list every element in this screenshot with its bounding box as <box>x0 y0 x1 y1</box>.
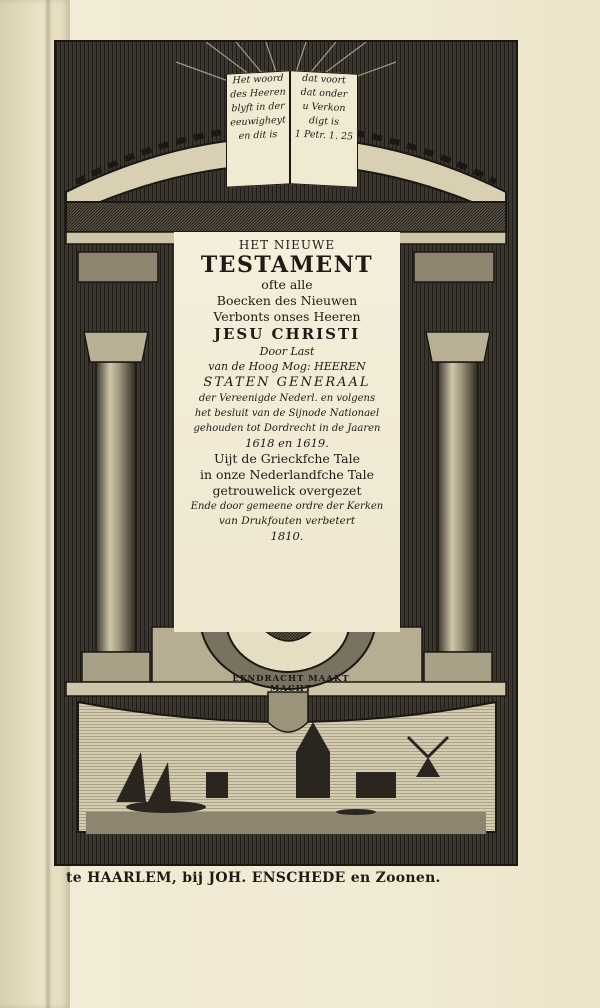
book-left-line: en dit is <box>238 128 278 143</box>
gutter-shadow <box>44 0 52 1008</box>
title-line: Ende door gemeene ordre der Kerken <box>190 501 384 512</box>
title-line: HET NIEUWE <box>238 238 336 252</box>
book-left-line: des Heeren <box>230 86 286 101</box>
book-right-line: digt is <box>309 115 339 128</box>
title-edition-year: 1810. <box>270 529 304 543</box>
title-line: van de Hoog Mog: HEEREN <box>208 360 366 373</box>
book-right-line: 1 Petr. 1. 25 <box>294 128 354 143</box>
book-left-line: blyft in der <box>231 100 285 115</box>
title-line: getrouwelick overgezet <box>212 483 362 498</box>
title-line: Boecken des Nieuwen <box>216 293 358 308</box>
title-line: ofte alle <box>261 277 313 292</box>
title-line: in onze Nederlandfche Tale <box>199 467 375 482</box>
arms-motto: EENDRACHT MAAKT MACHT <box>232 674 350 694</box>
title-years: 1618 en 1619. <box>245 436 329 450</box>
small-shield <box>268 692 308 732</box>
title-panel <box>174 232 400 632</box>
open-book-left-page <box>226 70 290 187</box>
book-right-line: dat onder <box>300 86 348 101</box>
title-main: TESTAMENT <box>200 252 374 278</box>
title-line: Uijt de Grieckfche Tale <box>214 451 360 466</box>
open-book-right-page <box>290 70 358 188</box>
title-line: het besluit van de Sijnode Nationael <box>194 408 380 419</box>
book-left-line: Het woord <box>232 72 284 87</box>
title-line: gehouden tot Dordrecht in de Jaaren <box>193 423 381 434</box>
imprint-line: te HAARLEM, bij JOH. ENSCHEDE en Zoonen. <box>66 870 441 886</box>
title-line: van Drukfouten verbetert <box>218 515 356 527</box>
book-right-line: dat voort <box>302 72 346 87</box>
book-left-line: eeuwigheyt <box>230 114 286 129</box>
title-line: der Vereenigde Nederl. en volgens <box>198 393 376 404</box>
title-line: Door Last <box>259 345 315 358</box>
frontispiece-engraving <box>54 40 518 866</box>
title-staten-generaal: STATEN GENERAAL <box>203 375 371 390</box>
book-right-line: u Verkon <box>302 100 346 115</box>
title-line: Verbonts onses Heeren <box>213 309 361 324</box>
title-jesu-christi: JESU CHRISTI <box>213 325 361 343</box>
